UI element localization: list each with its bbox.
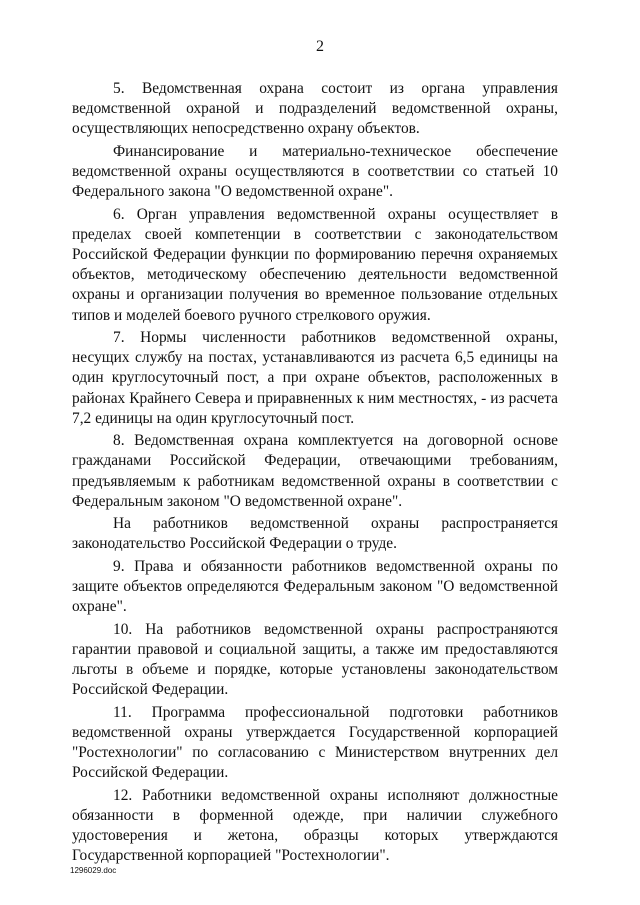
paragraph-6: 6. Орган управления ведомственной охраны осуществляет в пределах своей компетенции в соответствии с законодательством Российской Федерации функции по формированию перечня охраняемых объектов, методическому обеспечению деятельности ведомственной охраны и организации получения во временное пользование отдельных типов и моделей боевого ручного стрелкового оружия. [72, 205, 558, 324]
paragraph-12: 12. Работники ведомственной охраны исполняют должностные обязанности в форменной одежде, при наличии служебного удостоверения и жетона, образцы которых утверждаются Государственной корпорацией "Ростехнологии". [72, 786, 558, 865]
paragraph-5: 5. Ведомственная охрана состоит из органа управления ведомственной охраной и подразделений ведомственной охраны, осуществляющих непосредственно охрану объектов. [72, 80, 558, 138]
paragraph-7: 7. Нормы численности работников ведомственной охраны, несущих службу на постах, устанавливаются из расчета 6,5 единицы на один круглосуточный пост, а при охране объектов, расположенных в районах Крайнего Севера и приравненных к ним местностях, - из расчета 7,2 единицы на один круглосуточный пост. [72, 329, 558, 427]
paragraph-11: 11. Программа профессиональной подготовки работников ведомственной охраны утверждается Государственной корпорацией "Ростехнологии" по согласованию с Министерством внутренних дел Российской Федерации. [72, 703, 558, 782]
paragraph-9: 9. Права и обязанности работников ведомственной охраны по защите объектов определяются Федеральным законом "О ведомственной охране". [72, 557, 558, 616]
footer-file-code: 1296029.doc [70, 866, 117, 875]
document-body [72, 79, 558, 869]
paragraph-8: 8. Ведомственная охрана комплектуется на договорной основе гражданами Российской Федерации, отвечающими требованиям, предъявляемым к работникам ведомственной охраны в соответствии с Федеральным законом "О ведомственной охране". [72, 432, 558, 510]
page-number: 2 [316, 38, 324, 55]
paragraph-financing: Финансирование и материально-техническое обеспечение ведомственной охраны осуществляются в соответствии со статьей 10 Федерального закона "О ведомственной охране". [72, 142, 558, 201]
paragraph-labor-law: На работников ведомственной охраны распространяется законодательство Российской Федерации о труде. [72, 515, 558, 553]
paragraph-10: 10. На работников ведомственной охраны распространяются гарантии правовой и социальной защиты, а также им предоставляются льготы в объеме и порядке, которые установлены законодательством Российской Федерации. [72, 620, 558, 699]
